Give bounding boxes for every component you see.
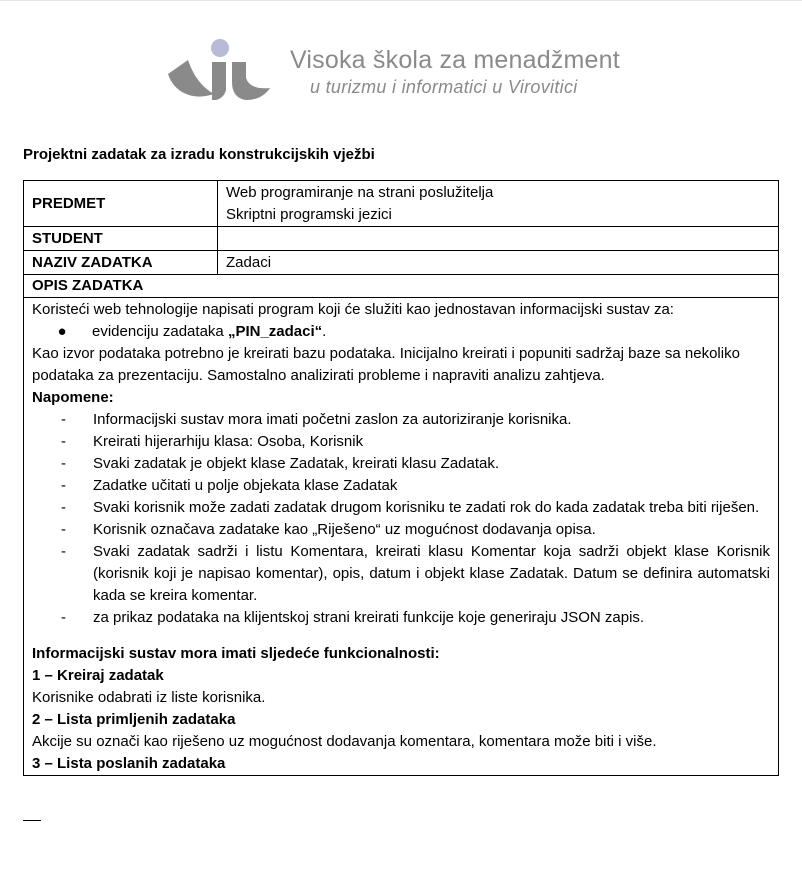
bullet-text [92, 321, 326, 343]
bullet-suffix: . [322, 323, 327, 340]
assignment-table [23, 180, 779, 776]
opis-intro: Koristeći web tehnologije napisati program koji će služiti kao jednostavan informacijski sustav za: [32, 301, 674, 318]
bullet-dot-icon: ● [57, 323, 67, 340]
napomena-item [32, 541, 770, 607]
opis-content [24, 298, 779, 776]
bullet-project-name: „PIN_zadaci“ [227, 323, 323, 340]
napomena-item [32, 519, 770, 541]
predmet-label: PREDMET [24, 181, 218, 227]
functionality-1-text: Korisnike odabrati iz liste korisnika. [32, 689, 266, 706]
napomena-text: Svaki korisnik može zadati zadatak drugom korisniku te zadati rok do kada zadatak treba biti riješen. [93, 499, 760, 516]
napomena-text: Korisnik označava zadatake kao „Riješeno“ uz mogućnost dodavanja opisa. [93, 521, 596, 538]
predmet-value-line2: Skriptni programski jezici [226, 205, 392, 223]
napomene-label: Napomene: [32, 389, 114, 406]
page-top-rule [0, 0, 802, 1]
naziv-zadatka-value: Zadaci [218, 251, 779, 275]
institution-logo [166, 38, 626, 104]
page-break-mark [23, 820, 41, 821]
spacer [32, 629, 770, 643]
napomena-item [32, 453, 770, 475]
opis-zadatka-label: OPIS ZADATKA [24, 275, 779, 298]
dash-marker: - [61, 411, 66, 428]
predmet-value [218, 181, 779, 227]
napomena-text: za prikaz podataka na klijentskoj strani kreirati funkcije koje generiraju JSON zapis. [93, 609, 645, 626]
functionality-3-title: 3 – Lista poslanih zadataka [32, 755, 226, 772]
napomena-item [32, 475, 770, 497]
dash-marker: - [61, 543, 66, 560]
dash-marker: - [61, 499, 66, 516]
napomena-text: Informacijski sustav mora imati početni zaslon za autoriziranje korisnika. [93, 411, 572, 428]
bullet-prefix: evidenciju zadataka [92, 323, 228, 340]
napomena-item [32, 497, 770, 519]
functionality-heading: Informacijski sustav mora imati sljedeće funkcionalnosti: [32, 645, 440, 662]
dash-marker: - [61, 521, 66, 538]
dash-marker: - [61, 477, 66, 494]
student-value [218, 227, 779, 251]
row-opis-content [24, 298, 779, 776]
logo-dot [211, 39, 229, 57]
logo-right-arm [232, 62, 270, 100]
functionality-1-title: 1 – Kreiraj zadatak [32, 667, 164, 684]
napomena-text: Svaki zadatak sadrži i listu Komentara, kreirati klasu Komentar koja sadrži objekt klase Korisnik (korisnik koji je napisao komentar), opis, datum i objekt klase Zadatak. Datum se definira automatski kada se kreira komentar. [93, 543, 770, 604]
row-predmet [24, 181, 779, 227]
row-opis-zadatka [24, 275, 779, 298]
dash-marker: - [61, 433, 66, 450]
napomena-text: Kreirati hijerarhiju klasa: Osoba, Korisnik [93, 433, 364, 450]
functionality-2-title: 2 – Lista primljenih zadataka [32, 711, 236, 728]
dash-marker: - [61, 609, 66, 626]
functionality-2-text: Akcije su označi kao riješeno uz mogućnost dodavanja komentara, komentara može biti i više. [32, 733, 657, 750]
napomena-item [32, 607, 770, 629]
student-label: STUDENT [24, 227, 218, 251]
institution-name-line2: u turizmu i informatici u Virovitici [310, 77, 578, 97]
logo-center-stem [212, 62, 226, 100]
napomena-text: Zadatke učitati u polje objekata klase Zadatak [93, 477, 398, 494]
row-student [24, 227, 779, 251]
document-title: Projektni zadatak za izradu konstrukcijskih vježbi [23, 146, 375, 163]
vsmti-logo-icon [166, 38, 274, 104]
data-source-text: Kao izvor podataka potrebno je kreirati bazu podataka. Inicijalno kreirati i popuniti sadržaj baze sa nekoliko podataka za prezentaciju. Samostalno analizirati probleme i napraviti analizu zahtjeva. [32, 345, 740, 384]
row-naziv-zadatka [24, 251, 779, 275]
napomena-text: Svaki zadatak je objekt klase Zadatak, kreirati klasu Zadatak. [93, 455, 500, 472]
napomene-list [32, 409, 770, 629]
napomena-item [32, 409, 770, 431]
predmet-value-line1: Web programiranje na strani poslužitelja [226, 183, 494, 201]
dash-marker: - [61, 455, 66, 472]
institution-name-line1: Visoka škola za menadžment [290, 46, 620, 74]
napomena-item [32, 431, 770, 453]
bullet-item [32, 321, 770, 343]
logo-left-arm [168, 60, 214, 97]
naziv-zadatka-label: NAZIV ZADATKA [24, 251, 218, 275]
